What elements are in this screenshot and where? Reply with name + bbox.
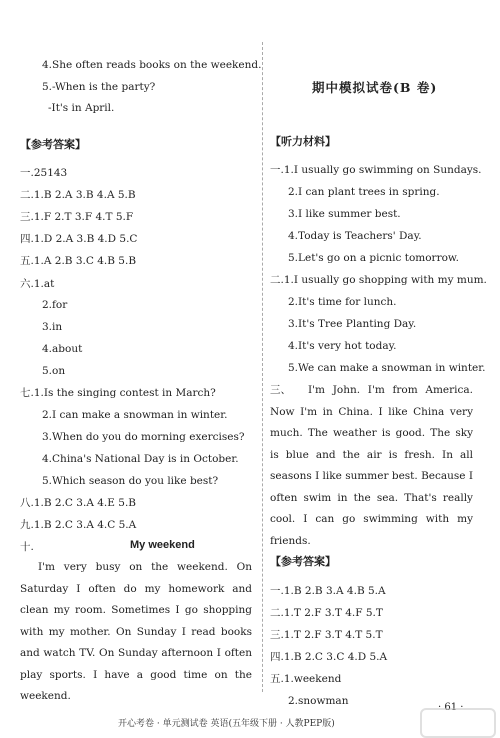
listening-line: 二.1.I usually go shopping with my mum. <box>270 274 487 286</box>
answer-line: 2.I can make a snowman in winter. <box>42 409 228 421</box>
listening-line: 2.It's time for lunch. <box>288 296 397 308</box>
answer-line: 3.in <box>42 321 63 333</box>
answer-line: 十. <box>20 541 34 553</box>
answer-line: 一.25143 <box>20 167 68 179</box>
answer-line: 八.1.B 2.C 3.A 4.E 5.B <box>20 497 136 509</box>
answer-line: 4.about <box>42 343 83 355</box>
listening-line: 一.1.I usually go swimming on Sundays. <box>270 164 482 176</box>
answer-line: 2.for <box>42 299 68 311</box>
essay-title: My weekend <box>130 539 195 551</box>
answer-line: 三.1.T 2.F 3.T 4.T 5.T <box>270 629 383 641</box>
left-line-1: 4.She often reads books on the weekend. <box>42 59 262 71</box>
answer-line: 四.1.D 2.A 3.B 4.D 5.C <box>20 233 138 245</box>
answer-line: 2.snowman <box>288 695 349 707</box>
listening-line: 5.We can make a snowman in winter. <box>288 362 486 374</box>
answer-line: 六.1.at <box>20 278 55 290</box>
answer-line: 五.1.weekend <box>270 673 342 685</box>
answer-line: 四.1.B 2.C 3.C 4.D 5.A <box>270 651 388 663</box>
column-divider <box>262 42 263 692</box>
listening-line: 4.Today is Teachers' Day. <box>288 230 422 242</box>
answer-line: 七.1.Is the singing contest in March? <box>20 387 216 399</box>
answer-line: 5.Which season do you like best? <box>42 475 219 487</box>
passage-label: 三、 <box>270 384 291 396</box>
listening-heading: 【听力材料】 <box>270 135 336 148</box>
page-number: · 61 · <box>438 702 464 713</box>
answer-line: 一.1.B 2.B 3.A 4.B 5.A <box>270 585 386 597</box>
answer-line: 三.1.F 2.T 3.F 4.T 5.F <box>20 211 134 223</box>
left-line-3: -It's in April. <box>48 102 115 114</box>
answer-line: 九.1.B 2.C 3.A 4.C 5.A <box>20 519 137 531</box>
watermark-logo <box>420 708 496 738</box>
listening-line: 5.Let's go on a picnic tomorrow. <box>288 252 459 264</box>
answer-line: 5.on <box>42 365 66 377</box>
listening-line: 4.It's very hot today. <box>288 340 397 352</box>
exam-title: 期中模拟试卷(B 卷) <box>312 80 438 95</box>
listening-line: 3.It's Tree Planting Day. <box>288 318 417 330</box>
answer-heading: 【参考答案】 <box>270 555 336 568</box>
left-line-2: 5.-When is the party? <box>42 81 156 93</box>
answer-heading: 【参考答案】 <box>20 138 86 151</box>
listening-line: 3.I like summer best. <box>288 208 401 220</box>
answer-line: 五.1.A 2.B 3.C 4.B 5.B <box>20 255 137 267</box>
answer-line: 二.1.T 2.F 3.T 4.F 5.T <box>270 607 383 619</box>
answer-line: 4.China's National Day is in October. <box>42 453 239 465</box>
answer-line: 二.1.B 2.A 3.B 4.A 5.B <box>20 189 136 201</box>
listening-passage: I'm John. I'm from America. Now I'm in China. I like China very much. The weather is good. The sky is blue and the air is fresh. In all seasons I like summer best. Because I often swim in the sea. That's really cool. I can go swimming with my friends. <box>270 384 473 547</box>
essay-text: I'm very busy on the weekend. On Saturday I often do my homework and clean my room. Sometimes I go shopping with my mother. On Sunday I read books and watch TV. On Sunday afternoon I often play sports. I have a good time on the weekend. <box>20 561 252 702</box>
page-footer: 开心考卷 · 单元测试卷 英语(五年级下册 · 人教PEP版) <box>118 719 335 729</box>
listening-line: 2.I can plant trees in spring. <box>288 186 440 198</box>
answer-line: 3.When do you do morning exercises? <box>42 431 245 443</box>
